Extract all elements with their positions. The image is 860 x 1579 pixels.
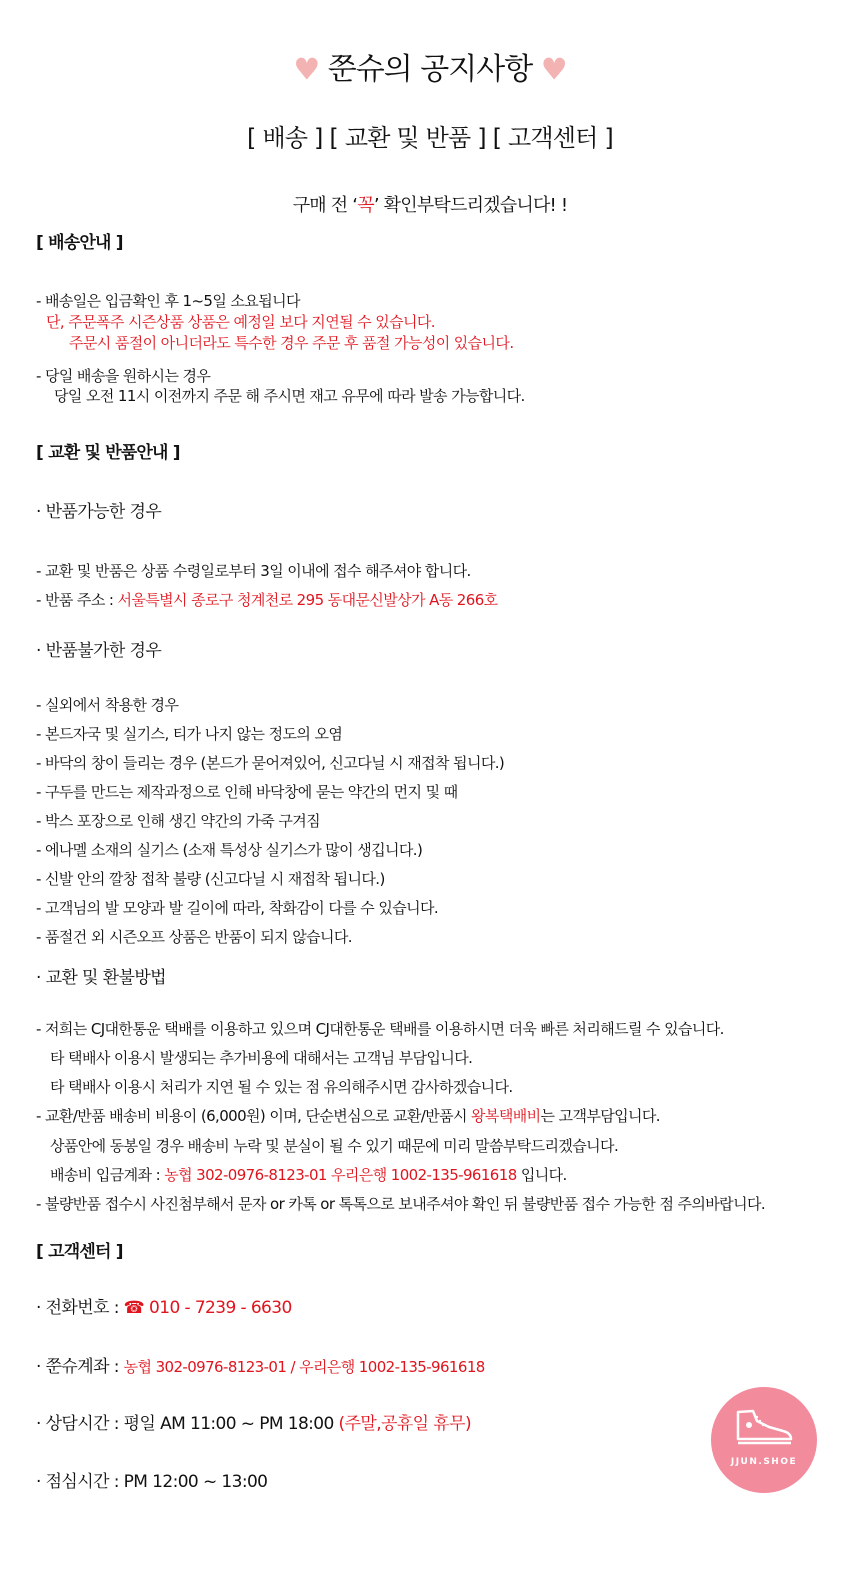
cs-heading: [ 고객센터 ] (36, 1242, 123, 1262)
cs-hours (36, 1414, 471, 1434)
shipping-line: 주문시 품절이 아니더라도 특수한 경우 주문 후 품절 가능성이 있습니다. (69, 334, 514, 352)
exchange-heading: [ 교환 및 반품안내 ] (36, 443, 180, 463)
method-line: - 저희는 CJ대한통운 택배를 이용하고 있으며 CJ대한통운 택배를 이용하시면 더욱 빠른 처리해드릴 수 있습니다. (36, 1020, 724, 1038)
impossible-line: - 박스 포장으로 인해 생긴 약간의 가죽 구겨짐 (36, 812, 321, 830)
impossible-line: - 에나멜 소재의 실기스 (소재 특성상 실기스가 많이 생깁니다.) (36, 841, 423, 859)
fee-account (50, 1165, 567, 1185)
logo-text: JJUN.SHOE (730, 1457, 798, 1467)
section-nav: [ 배송 ] [ 교환 및 반품 ] [ 고객센터 ] (247, 124, 613, 152)
hours-label: · 상담시간 : 평일 AM 11:00 ~ PM 18:00 (36, 1414, 339, 1434)
cs-phone (36, 1298, 292, 1318)
brand-logo (711, 1387, 817, 1493)
impossible-heading: · 반품불가한 경우 (36, 641, 162, 661)
notice-text (0, 196, 860, 216)
method-line: 타 택배사 이용시 발생되는 추가비용에 대해서는 고객님 부담입니다. (50, 1049, 473, 1067)
fee-line (36, 1106, 660, 1126)
impossible-line: - 품절건 외 시즌오프 상품은 반품이 되지 않습니다. (36, 928, 352, 946)
page-title (0, 50, 860, 91)
fee-before: - 교환/반품 배송비 비용이 (6,000원) 이며, 단순변심으로 교환/반품시 (36, 1107, 472, 1125)
hours-note: (주말,공휴일 휴무) (338, 1414, 471, 1434)
phone-label: · 전화번호 : (36, 1298, 124, 1318)
possible-heading: · 반품가능한 경우 (36, 502, 162, 522)
impossible-line: - 실외에서 착용한 경우 (36, 696, 179, 714)
cs-lunch: · 점심시간 : PM 12:00 ~ 13:00 (36, 1472, 268, 1492)
fee-note: 상품안에 동봉일 경우 배송비 누락 및 분실이 될 수 있기 때문에 미리 말씀부탁드리겠습니다. (50, 1137, 619, 1155)
cs-account (36, 1357, 485, 1377)
account-value: 농협 302-0976-8123-01 / 우리은행 1002-135-961618 (123, 1358, 485, 1376)
address-label: - 반품 주소 : (36, 591, 118, 609)
shipping-line: - 배송일은 입금확인 후 1~5일 소요됩니다 (36, 292, 300, 310)
shipping-line: - 당일 배송을 원하시는 경우 (36, 367, 211, 385)
sneaker-icon (735, 1409, 793, 1445)
impossible-line: - 고객님의 발 모양과 발 길이에 따라, 착화감이 다를 수 있습니다. (36, 899, 439, 917)
phone-icon: ☎ (123, 1298, 145, 1318)
address-value: 서울특별시 종로구 청계천로 295 동대문신발상가 A동 266호 (117, 591, 498, 609)
method-heading: · 교환 및 환불방법 (36, 968, 166, 988)
account-value: 농협 302-0976-8123-01 우리은행 1002-135-961618 (164, 1166, 517, 1184)
account-label: 배송비 입금계좌 : (50, 1166, 165, 1184)
method-line: 타 택배사 이용시 처리가 지연 될 수 있는 점 유의해주시면 감사하겠습니다. (50, 1078, 513, 1096)
defect-line: - 불량반품 접수시 사진첨부해서 문자 or 카톡 or 톡톡으로 보내주셔야 확인 뒤 불량반품 접수 가능한 점 주의바랍니다. (36, 1195, 766, 1213)
notice-before: 구매 전 ‘ (292, 195, 358, 216)
heart-icon: ♥ (293, 52, 320, 88)
return-address (36, 590, 498, 610)
account-label: · 쭌슈계좌 : (36, 1357, 124, 1377)
notice-after: ’ 확인부탁드리겠습니다! ! (373, 195, 568, 216)
impossible-line: - 신발 안의 깔창 접착 불량 (신고다닐 시 재접착 됩니다.) (36, 870, 385, 888)
impossible-line: - 구두를 만드는 제작과정으로 인해 바닥창에 묻는 약간의 먼지 및 때 (36, 783, 458, 801)
title-text: 쭌슈의 공지사항 (327, 52, 533, 87)
account-after: 입니다. (516, 1166, 567, 1184)
fee-highlight: 왕복택배비 (471, 1107, 541, 1125)
possible-line: - 교환 및 반품은 상품 수령일로부터 3일 이내에 접수 해주셔야 합니다. (36, 562, 471, 580)
shipping-line: 단, 주문폭주 시즌상품 상품은 예정일 보다 지연될 수 있습니다. (46, 313, 435, 331)
shipping-heading: [ 배송안내 ] (36, 233, 123, 253)
shipping-line: 당일 오전 11시 이전까지 주문 해 주시면 재고 유무에 따라 발송 가능합니다. (54, 387, 525, 405)
impossible-line: - 본드자국 및 실기스, 티가 나지 않는 정도의 오염 (36, 725, 343, 743)
impossible-line: - 바닥의 창이 들리는 경우 (본드가 묻어져있어, 신고다닐 시 재접착 됩니다.) (36, 754, 505, 772)
phone-number[interactable]: 010 - 7239 - 6630 (149, 1298, 292, 1318)
heart-icon: ♥ (540, 52, 567, 88)
fee-after: 는 고객부담입니다. (540, 1107, 660, 1125)
notice-highlight: 꼭 (357, 195, 374, 216)
